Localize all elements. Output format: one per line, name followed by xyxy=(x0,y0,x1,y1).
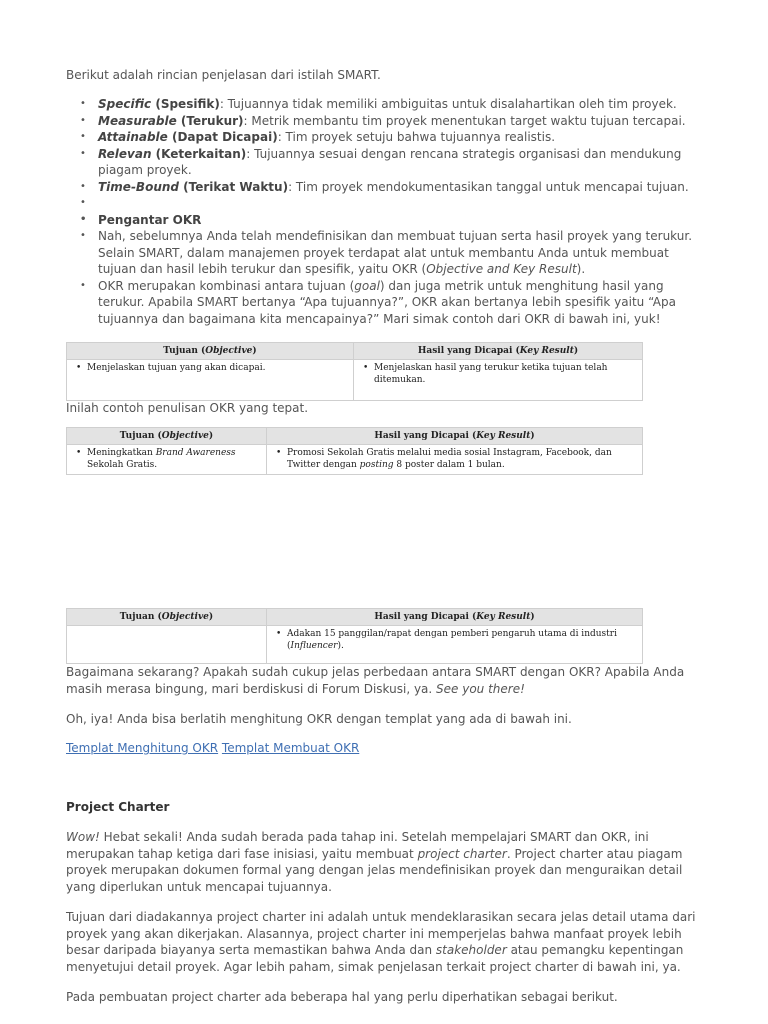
result-header-label: Hasil yang Dicapai ( xyxy=(374,612,477,622)
okr-example-table xyxy=(66,427,643,475)
table-row xyxy=(67,360,643,401)
result-text xyxy=(273,447,636,471)
result-header-label: Hasil yang Dicapai ( xyxy=(374,431,477,441)
objective-column-header xyxy=(67,609,267,626)
okr-p1-tail: ). xyxy=(576,262,586,276)
result-text: • Menjelaskan hasil yang terukur ketika tujuan telah ditemukan. xyxy=(360,362,636,386)
bagaimana-text: Bagaimana sekarang? Apakah sudah cukup jelas perbedaan antara SMART dengan OKR? Apabila Anda masih merasa bingung, mari berdiskusi di Forum Diskusi, ya. xyxy=(66,665,685,696)
objective-header-label: Tujuan ( xyxy=(119,612,162,622)
objective-cell xyxy=(67,445,267,475)
objective-header-em: Objective xyxy=(161,431,209,441)
project-charter-heading: Project Charter xyxy=(66,800,170,814)
okr-definition-table xyxy=(66,342,643,401)
example-intro: Inilah contoh penulisan OKR yang tepat. xyxy=(66,401,309,415)
bagaimana-emphasis: See you there! xyxy=(436,681,525,696)
result-column-header xyxy=(267,428,643,445)
link-templat-membuat-okr[interactable]: Templat Membuat OKR xyxy=(221,741,360,755)
smart-term: Relevan xyxy=(98,146,152,161)
smart-term-paren: (Keterkaitan) xyxy=(151,146,247,161)
smart-term-paren: (Terukur) xyxy=(176,113,244,128)
objective-column-header xyxy=(67,343,354,360)
empty-list-item xyxy=(80,195,700,212)
okr-p1-emphasis: Objective and Key Result xyxy=(426,262,577,276)
charter-p2-tail: atau pemangku kepentingan menyetujui detail proyek. Agar lebih paham, simak penjelasan terkait project charter di bawah ini, ya. xyxy=(66,943,684,974)
header-close: ) xyxy=(573,346,579,356)
okr-heading: • Pengantar OKR xyxy=(80,212,700,229)
okr-example-table-2 xyxy=(66,608,643,664)
charter-p1-emphasis: Wow! xyxy=(66,830,100,844)
result-pre: Adakan 15 panggilan/rapat dengan pemberi pengaruh utama di industri ( xyxy=(287,629,617,651)
template-links xyxy=(66,740,702,757)
smart-term: Time-Bound xyxy=(98,179,179,194)
smart-term: Measurable xyxy=(98,113,177,128)
result-column-header xyxy=(354,343,643,360)
smart-term-paren: (Terikat Waktu) xyxy=(179,179,289,194)
smart-term: Specific xyxy=(98,97,152,111)
header-close: ) xyxy=(208,431,214,441)
table-header-row xyxy=(67,609,643,626)
smart-desc: : Tujuannya tidak memiliki ambiguitas untuk disalahartikan oleh tim proyek. xyxy=(219,97,677,111)
result-header-label: Hasil yang Dicapai ( xyxy=(417,346,520,356)
charter-p2-emphasis: stakeholder xyxy=(435,943,507,957)
table-row xyxy=(67,445,643,475)
smart-desc: : Tujuannya sesuai dengan rencana strategis organisasi dan mendukung piagam proyek. xyxy=(98,146,682,177)
smart-intro: Berikut adalah rincian penjelasan dari istilah SMART. xyxy=(66,68,381,82)
result-em: posting xyxy=(359,460,394,470)
result-pre: Promosi Sekolah Gratis melalui media sosial Instagram, Facebook, dan Twitter dengan xyxy=(287,448,612,470)
okr-p2-emphasis: goal xyxy=(354,278,380,293)
objective-column-header xyxy=(67,428,267,445)
smart-item-time-bound xyxy=(80,179,700,196)
charter-paragraph-3: Pada pembuatan project charter ada beberapa hal yang perlu diperhatikan sebagai berikut. xyxy=(66,990,618,1004)
result-header-em: Key Result xyxy=(519,346,574,356)
smart-desc: : Metrik membantu tim proyek menentukan target waktu tujuan tercapai. xyxy=(243,113,686,128)
header-close: ) xyxy=(530,612,535,622)
smart-item-attainable xyxy=(80,129,700,146)
charter-p2-text: Tujuan dari diadakannya project charter ini adalah untuk mendeklarasikan secara jelas detail utama dari proyek yang akan dikerjakan. Alasannya, project charter ini memperjelas bahwa manfaat proyek lebih besar daripada biayanya serta memastikan bahwa Anda dan xyxy=(66,910,696,957)
smart-item-measurable xyxy=(80,113,700,130)
result-header-em: Key Result xyxy=(476,431,531,441)
objective-pre: Meningkatkan xyxy=(87,448,156,458)
smart-term: Attainable xyxy=(98,130,168,144)
paragraph-oh-iya: Oh, iya! Anda bisa berlatih menghitung OKR dengan templat yang ada di bawah ini. xyxy=(66,712,572,726)
result-column-header xyxy=(267,609,643,626)
table-header-row xyxy=(67,343,643,360)
okr-p2-tail: ) dan juga metrik untuk menghitung hasil yang terukur. Apabila SMART bertanya “Apa tujuannya?”, OKR akan bertanya lebih spesifik yaitu “Apa tujuannya dan bagaimana kita mencapainya?” Mari simak contoh dari OKR di bawah ini, yuk! xyxy=(98,278,676,326)
charter-p1-emphasis-2: project charter xyxy=(417,846,507,861)
objective-header-em: Objective xyxy=(161,612,209,622)
result-em: Influencer xyxy=(290,641,338,651)
okr-paragraph-1 xyxy=(80,228,700,278)
result-text xyxy=(273,628,636,652)
result-cell xyxy=(267,626,643,664)
objective-text: • Menjelaskan tujuan yang akan dicapai. xyxy=(73,362,347,374)
okr-paragraph-2 xyxy=(80,278,700,328)
smart-item-relevan xyxy=(80,146,700,179)
link-templat-menghitung-okr[interactable]: Templat Menghitung OKR xyxy=(66,741,219,755)
result-cell xyxy=(267,445,643,475)
result-cell xyxy=(354,360,643,401)
okr-p2-text: OKR merupakan kombinasi antara tujuan ( xyxy=(98,278,355,293)
objective-header-em: Objective xyxy=(205,346,253,356)
header-close: ) xyxy=(208,612,214,622)
smart-item-specific xyxy=(80,96,700,113)
objective-post: Sekolah Gratis. xyxy=(87,460,158,470)
smart-term-paren: (Spesifik) xyxy=(151,97,220,111)
smart-desc: : Tim proyek mendokumentasikan tanggal untuk mencapai tujuan. xyxy=(288,179,689,194)
charter-paragraph-1 xyxy=(66,829,702,895)
smart-term-paren: (Dapat Dicapai) xyxy=(167,130,278,144)
okr-p1-text: Nah, sebelumnya Anda telah mendefinisikan dan membuat tujuan serta hasil proyek yang terukur. Selain SMART, dalam manajemen proyek terdapat alat untuk membantu Anda untuk membuat tujuan dan hasil lebih terukur dan spesifik, yaitu OKR ( xyxy=(98,229,693,276)
result-post: 8 poster dalam 1 bulan. xyxy=(393,460,505,470)
smart-desc: : Tim proyek setuju bahwa tujuannya realistis. xyxy=(277,130,556,144)
paragraph-bagaimana xyxy=(66,664,702,697)
objective-header-label: Tujuan ( xyxy=(119,431,162,441)
objective-text xyxy=(73,447,260,471)
objective-cell xyxy=(67,626,267,664)
table-row xyxy=(67,626,643,664)
charter-p1-text: Hebat sekali! Anda sudah berada pada tahap ini. Setelah mempelajari SMART dan OKR, ini merupakan tahap ketiga dari fase inisiasi, yaitu membuat xyxy=(66,830,649,861)
objective-em: Brand Awareness xyxy=(155,448,236,458)
result-post: ). xyxy=(337,641,344,651)
objective-header-label: Tujuan ( xyxy=(163,346,206,356)
smart-list xyxy=(80,96,700,327)
header-close: ) xyxy=(252,346,257,356)
result-header-em: Key Result xyxy=(476,612,531,622)
objective-cell xyxy=(67,360,354,401)
charter-paragraph-2 xyxy=(66,909,702,975)
table-header-row xyxy=(67,428,643,445)
charter-p1-tail: . Project charter atau piagam proyek merupakan dokumen formal yang dengan jelas mendefinisikan proyek dan menguraikan detail yang diperlukan untuk mencapai tujuannya. xyxy=(66,846,683,894)
header-close: ) xyxy=(530,431,535,441)
